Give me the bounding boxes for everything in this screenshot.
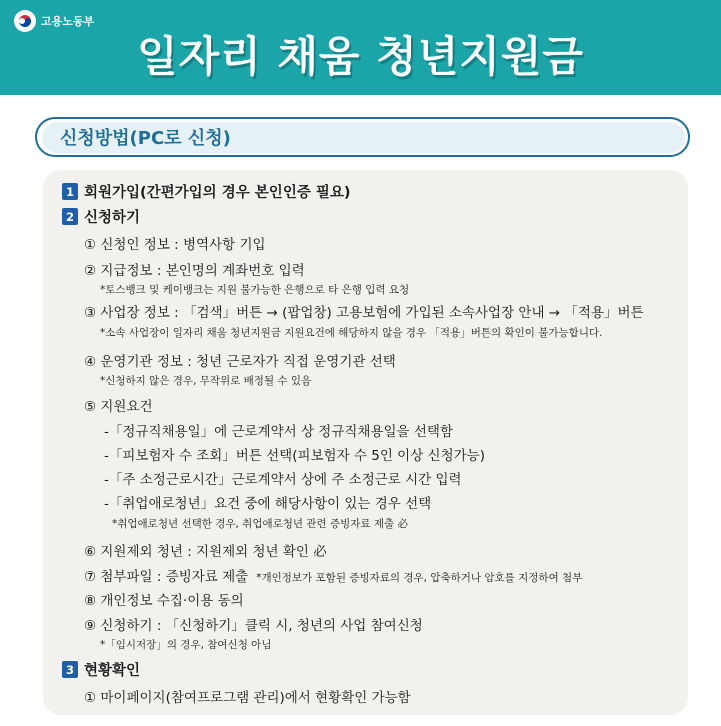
page-title: 일자리 채움 청년지원금 (137, 32, 584, 81)
section-title: 신청방법(PC로 신청) (60, 128, 231, 149)
step-label: 현황확인 (84, 663, 141, 679)
list-item: ⑧ 개인정보 수집·이용 동의 (84, 593, 244, 609)
list-item (84, 565, 582, 585)
step-number-badge: 1 (62, 183, 78, 200)
list-item: ⑨ 신청하기 : 「신청하기」클릭 시, 청년의 사업 참여신청 (84, 618, 423, 634)
ministry-name: 고용노동부 (41, 15, 95, 28)
step-2 (62, 206, 140, 227)
list-subitem: -「주 소정근로시간」근로계약서 상에 주 소정근로 시간 입력 (104, 472, 462, 488)
note-text: *토스뱅크 및 케이뱅크는 지원 불가능한 은행으로 타 은행 입력 요청 (100, 284, 410, 296)
note-text: *취업애로청년 선택한 경우, 취업애로청년 관련 증빙자료 제출 必 (112, 518, 409, 530)
list-item: ⑥ 지원제외 청년 : 지원제외 청년 확인 必 (84, 544, 327, 560)
note-text: *신청하지 않은 경우, 무작위로 배정될 수 있음 (100, 375, 312, 387)
step-number-badge: 2 (62, 208, 78, 225)
list-item: ④ 운영기관 정보 : 청년 근로자가 직접 운영기관 선택 (84, 354, 396, 370)
list-item: ⑤ 지원요건 (84, 399, 153, 415)
list-item: ① 마이페이지(참여프로그램 관리)에서 현황확인 가능함 (84, 690, 411, 706)
note-text: *개인정보가 포함된 증빙자료의 경우, 압축하거나 암호를 지정하여 첨부 (256, 572, 583, 584)
list-item: ② 지급정보 : 본인명의 계좌번호 입력 (84, 263, 305, 279)
step-label: 신청하기 (84, 210, 141, 226)
list-subitem: -「피보험자 수 조회」버튼 선택(피보험자 수 5인 이상 신청가능) (104, 448, 485, 464)
note-text: *「임시저장」의 경우, 참여신청 아님 (100, 639, 272, 651)
list-item-label: ⑦ 첨부파일 : 증빙자료 제출 (84, 569, 249, 585)
list-subitem: -「정규직채용일」에 근로계약서 상 정규직채용일을 선택함 (104, 424, 453, 440)
note-text: *소속 사업장이 일자리 채움 청년지원금 지원요건에 해당하지 않을 경우 「적용」버튼의 확인이 불가능합니다. (100, 327, 603, 339)
list-subitem: -「취업애로청년」요건 중에 해당사항이 있는 경우 선택 (104, 496, 432, 512)
step-label: 회원가입(간편가입의 경우 본인인증 필요) (84, 185, 351, 201)
list-item: ① 신청인 정보 : 병역사항 기입 (84, 237, 266, 253)
list-item: ③ 사업장 정보 : 「검색」버튼 → (팝업창) 고용보험에 가입된 소속사업장 안내 → 「적용」버튼 (84, 305, 644, 321)
step-3 (62, 659, 140, 680)
step-1 (62, 181, 351, 202)
step-number-badge: 3 (62, 661, 78, 678)
